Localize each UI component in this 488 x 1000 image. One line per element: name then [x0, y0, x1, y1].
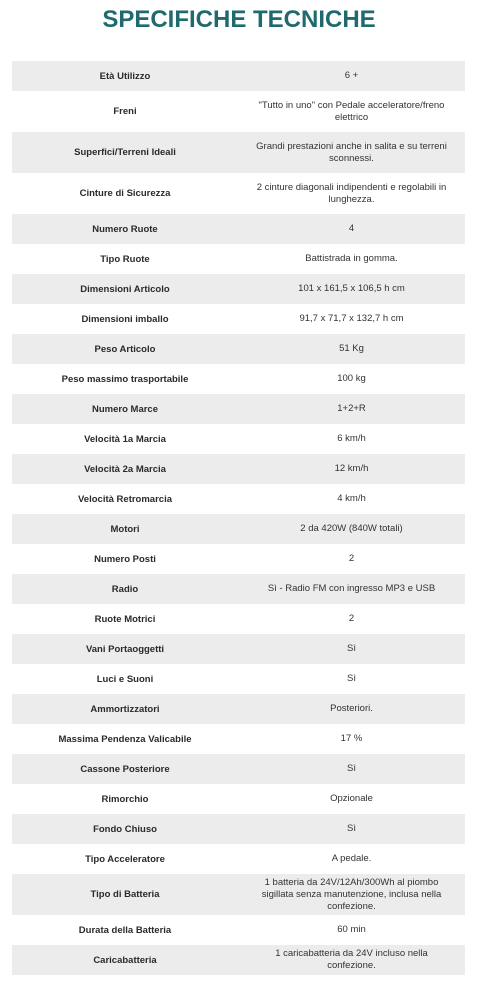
spec-value: 51 Kg	[339, 343, 364, 354]
spec-value: A pedale.	[331, 853, 372, 864]
spec-row	[12, 694, 465, 724]
spec-row	[12, 724, 465, 754]
spec-row	[12, 173, 465, 214]
spec-value: Sì - Radio FM con ingresso MP3 e USB	[267, 583, 436, 594]
spec-label: Velocità Retromarcia	[78, 493, 172, 505]
spec-value: 1 batteria da 24V/12Ah/300Wh al piombo sigillata senza manutenzione, inclusa nella confezione.	[261, 876, 442, 912]
spec-row	[12, 664, 465, 694]
spec-row	[12, 214, 465, 244]
spec-row	[12, 945, 465, 975]
spec-value: 100 kg	[337, 373, 366, 384]
spec-row	[12, 61, 465, 91]
spec-label: Luci e Suoni	[96, 673, 154, 685]
spec-row	[12, 132, 465, 173]
spec-label: Dimensioni imballo	[81, 313, 169, 325]
spec-row	[12, 364, 465, 394]
spec-row	[12, 244, 465, 274]
spec-value: 4	[348, 223, 355, 234]
spec-value: 6 +	[344, 70, 359, 81]
spec-value: 2	[348, 613, 355, 624]
spec-row	[12, 844, 465, 874]
spec-value: 12 km/h	[334, 463, 369, 474]
spec-value: Opzionale	[330, 793, 373, 804]
spec-row	[12, 424, 465, 454]
spec-label: Freni	[113, 106, 137, 117]
spec-row	[12, 91, 465, 132]
spec-value: 4 km/h	[337, 493, 366, 504]
spec-label: Ruote Motrici	[94, 613, 156, 625]
spec-label: Numero Ruote	[92, 223, 158, 235]
spec-row	[12, 814, 465, 844]
spec-value: Sì	[347, 823, 356, 834]
spec-value: Sì	[347, 643, 356, 654]
spec-value: 91,7 x 71,7 x 132,7 h cm	[299, 313, 404, 324]
spec-label: Numero Posti	[94, 553, 156, 565]
spec-value: 60 min	[337, 924, 366, 935]
spec-value: Grandi prestazioni anche in salita e su terreni sconnessi.	[256, 140, 447, 164]
spec-row	[12, 394, 465, 424]
spec-row	[12, 574, 465, 604]
spec-value: 6 km/h	[337, 433, 366, 444]
spec-label: Ammortizzatori	[90, 703, 160, 715]
spec-value: 101 x 161,5 x 106,5 h cm	[298, 283, 405, 294]
spec-row	[12, 484, 465, 514]
spec-row	[12, 754, 465, 784]
spec-label: Radio	[111, 583, 139, 595]
spec-label: Dimensioni Articolo	[80, 283, 170, 295]
spec-value: "Tutto in uno" con Pedale acceleratore/freno elettrico	[258, 99, 445, 123]
spec-label: Durata della Batteria	[78, 924, 172, 936]
spec-label: Tipo Acceleratore	[85, 853, 165, 865]
spec-label: Caricabatteria	[93, 954, 157, 966]
spec-row	[12, 604, 465, 634]
spec-label: Peso massimo trasportabile	[61, 373, 189, 385]
spec-row	[12, 514, 465, 544]
spec-label: Cinture di Sicurezza	[79, 188, 171, 199]
spec-value: 1+2+R	[337, 403, 366, 414]
spec-value: Battistrada in gomma.	[305, 253, 398, 264]
spec-label: Velocità 2a Marcia	[84, 463, 166, 475]
spec-label: Tipo Ruote	[100, 253, 150, 265]
spec-label: Motori	[110, 523, 140, 535]
spec-value: Sì	[347, 763, 356, 774]
spec-table	[12, 61, 465, 975]
spec-value: 2 cinture diagonali indipendenti e regolabili in lunghezza.	[256, 181, 447, 205]
spec-value: Posteriori.	[330, 703, 373, 714]
spec-label: Massima Pendenza Valicabile	[58, 733, 192, 745]
spec-row	[12, 544, 465, 574]
spec-value: 2	[348, 553, 355, 564]
spec-label: Superfici/Terreni Ideali	[74, 147, 176, 158]
spec-label: Cassone Posteriore	[80, 763, 170, 775]
spec-value: 1 caricabatteria da 24V incluso nella confezione.	[275, 948, 428, 971]
spec-label: Fondo Chiuso	[93, 823, 157, 835]
spec-row	[12, 915, 465, 945]
spec-row	[12, 874, 465, 915]
spec-label: Vani Portaoggetti	[85, 643, 165, 655]
page-title: SPECIFICHE TECNICHE	[102, 6, 376, 33]
spec-row	[12, 274, 465, 304]
spec-row	[12, 454, 465, 484]
spec-label: Età Utilizzo	[99, 70, 151, 82]
spec-row	[12, 304, 465, 334]
spec-label: Tipo di Batteria	[90, 889, 160, 900]
spec-label: Numero Marce	[92, 403, 158, 415]
spec-value: 17 %	[340, 733, 363, 744]
spec-value: Sì	[347, 673, 356, 684]
spec-label: Velocità 1a Marcia	[84, 433, 166, 445]
spec-row	[12, 334, 465, 364]
spec-label: Rimorchio	[101, 793, 149, 805]
spec-value: 2 da 420W (840W totali)	[300, 523, 403, 534]
spec-label: Peso Articolo	[94, 343, 156, 355]
spec-row	[12, 784, 465, 814]
spec-row	[12, 634, 465, 664]
